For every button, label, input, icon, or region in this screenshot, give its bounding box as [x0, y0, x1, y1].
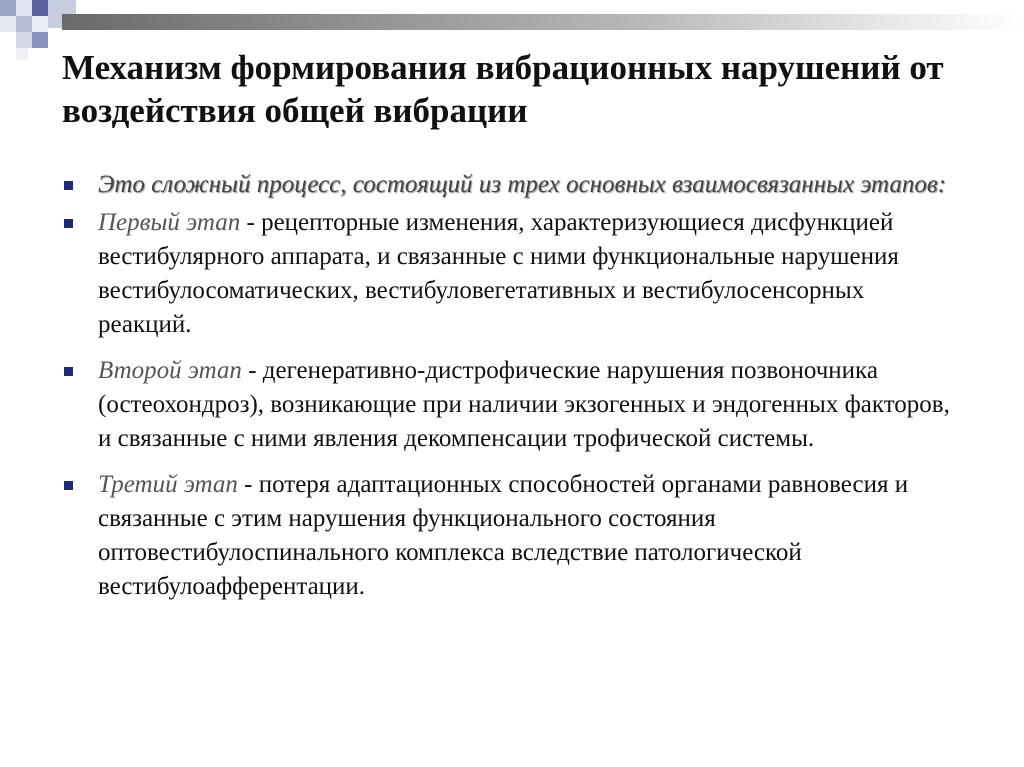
- list-item-intro: [62, 168, 962, 202]
- bullet-list: [62, 168, 962, 604]
- decor-square: [16, 16, 32, 32]
- header-gradient-bar: [62, 14, 1024, 30]
- decor-square: [16, 0, 32, 16]
- intro-text: Это сложный процесс, состоящий из трех основных взаимосвязанных этапов:: [98, 171, 947, 198]
- decor-square: [32, 0, 48, 16]
- stage-label: Третий этап: [98, 471, 238, 498]
- decor-square: [16, 48, 28, 60]
- decor-square: [32, 16, 48, 32]
- stage-description: - рецепторные изменения, характеризующиеся дисфункцией вестибулярного аппарата, и связанные с ними функциональные нарушения вестибулосоматических, вестибуловегетативных и вестибулосенсорных реакций.: [98, 209, 899, 338]
- list-item-stage-1: [62, 206, 962, 342]
- square-bullet-icon: [64, 181, 73, 190]
- list-item-stage-2: [62, 354, 962, 456]
- decor-square: [32, 32, 48, 48]
- decor-square: [0, 0, 16, 16]
- stage-label: Первый этап: [98, 209, 241, 236]
- square-bullet-icon: [64, 219, 73, 228]
- slide-title: Механизм формирования вибрационных нарушений от воздействия общей вибрации: [62, 48, 944, 130]
- decor-square: [16, 32, 32, 48]
- stage-description: - потеря адаптационных способностей органами равновесия и связанные с этим нарушения функционального состояния оптовестибулоспинального комплекса вследствие патологической вестибулоафферентации.: [98, 471, 909, 600]
- stage-description: - дегенеративно-дистрофические нарушения позвоночника (остеохондроз), возникающие при наличии экзогенных и эндогенных факторов, и связанные с ними явления декомпенсации трофической системы.: [98, 357, 950, 452]
- square-bullet-icon: [64, 367, 73, 376]
- square-bullet-icon: [64, 481, 73, 490]
- stage-label: Второй этап: [98, 357, 242, 384]
- decor-square: [0, 16, 16, 32]
- list-item-stage-3: [62, 468, 962, 604]
